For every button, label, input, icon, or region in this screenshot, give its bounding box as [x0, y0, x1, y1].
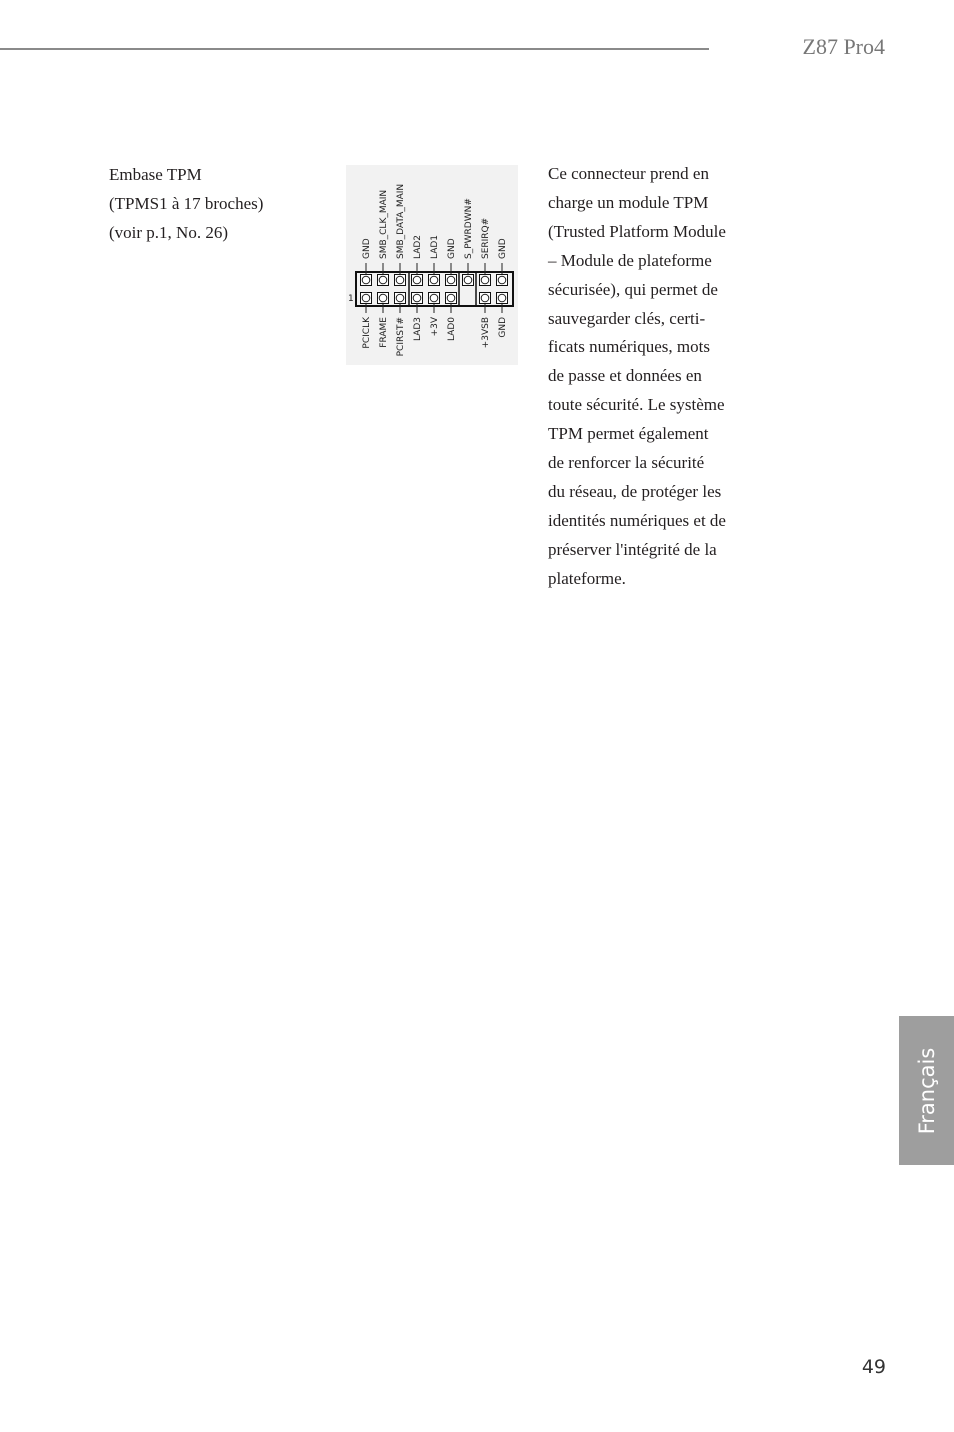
pin-label-top: GND [498, 238, 508, 259]
pin-label-bottom: LAD0 [447, 317, 457, 342]
language-tab [899, 1016, 954, 1165]
page-number: 49 [861, 1356, 886, 1378]
caption-line: (TPMS1 à 17 broches) [109, 194, 264, 213]
pin-label-bottom: +3V [430, 317, 440, 337]
description-line: sécurisée), qui permet de [548, 279, 718, 299]
description-line: préserver l'intégrité de la [548, 539, 717, 559]
pin1-marker: 1 [348, 294, 354, 304]
description-line: de renforcer la sécurité [548, 453, 705, 473]
model-title: Z87 Pro4 [802, 34, 885, 59]
description-line: sauvegarder clés, certi- [548, 308, 706, 328]
caption-line: (voir p.1, No. 26) [109, 223, 228, 242]
header-rule [0, 48, 709, 50]
description-line: de passe et données en [548, 366, 702, 386]
description-line: charge un module TPM [548, 192, 709, 212]
description-line: du réseau, de protéger les [548, 481, 722, 501]
description-line: toute sécurité. Le système [548, 395, 725, 415]
pin-label-top: LAD2 [413, 234, 423, 259]
language-tab-label: Français [914, 1047, 939, 1134]
pin-label-top: GND [362, 238, 372, 259]
pin-label-top: S_PWRDWN# [464, 198, 474, 259]
tpm-header-diagram [346, 165, 518, 365]
description-line: (Trusted Platform Module [548, 221, 726, 241]
description-text [548, 160, 768, 594]
pin-label-top: SMB_DATA_MAIN [396, 183, 406, 259]
pin-label-top: LAD1 [430, 234, 440, 259]
pin-label-top: SERIRQ# [481, 217, 491, 259]
description-line: ficats numériques, mots [548, 337, 710, 357]
description-line: plateforme. [548, 568, 626, 588]
pin-label-top: GND [447, 238, 457, 259]
pin-label-bottom: PCIRST# [396, 317, 406, 357]
pin-label-bottom: GND [498, 317, 508, 338]
pin-label-bottom: FRAME [379, 317, 389, 348]
description-line: identités numériques et de [548, 510, 726, 530]
caption-line: Embase TPM [109, 165, 202, 184]
pin-label-bottom: LAD3 [413, 317, 423, 342]
description-line: Ce connecteur prend en [548, 164, 709, 183]
connector-caption [109, 160, 263, 247]
pin-label-bottom: PCICLK [362, 317, 372, 349]
description-line: – Module de plateforme [548, 250, 712, 270]
pin-label-top: SMB_CLK_MAIN [379, 189, 389, 259]
pin-label-bottom: +3VSB [481, 317, 491, 349]
description-line: TPM permet également [548, 424, 709, 444]
